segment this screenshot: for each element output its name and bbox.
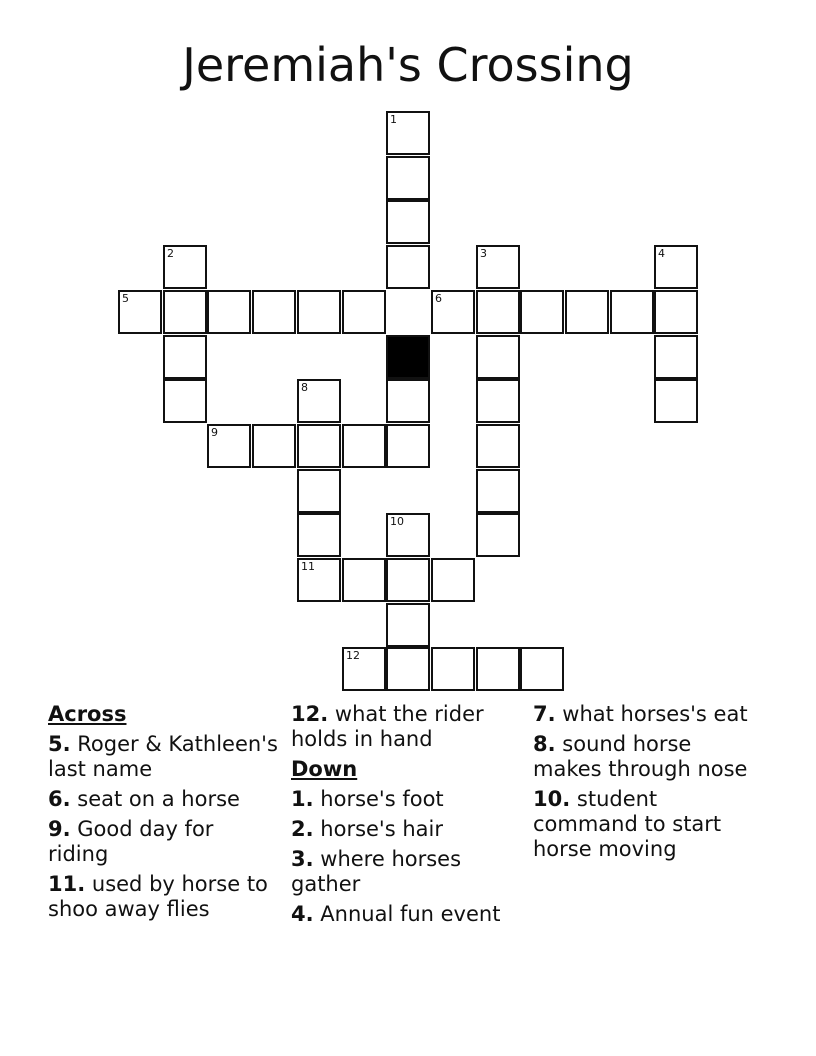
grid-cell[interactable]	[297, 424, 341, 468]
grid-cell[interactable]	[342, 558, 386, 602]
grid-cell[interactable]	[252, 290, 296, 334]
grid-cell[interactable]	[118, 290, 162, 334]
clues-column-3	[533, 702, 765, 867]
grid-cell[interactable]	[431, 647, 475, 691]
clue-down-10	[533, 787, 765, 862]
clues-column-2	[291, 702, 523, 932]
clue-text: student command to start horse moving	[533, 787, 722, 861]
clues-section	[0, 702, 816, 1002]
grid-cell[interactable]	[476, 245, 520, 289]
clue-number-label: 8	[301, 381, 308, 394]
grid-cell[interactable]	[386, 424, 430, 468]
grid-cell[interactable]	[297, 290, 341, 334]
clue-number-label: 6	[435, 292, 442, 305]
grid-cell[interactable]	[476, 290, 520, 334]
grid-cell[interactable]	[386, 647, 430, 691]
grid-cell[interactable]	[654, 245, 698, 289]
grid-cell[interactable]	[386, 245, 430, 289]
grid-cell[interactable]	[476, 379, 520, 423]
clue-number: 9.	[48, 817, 71, 841]
clue-number-label: 12	[346, 649, 360, 662]
grid-cell[interactable]	[386, 379, 430, 423]
grid-cell[interactable]	[342, 424, 386, 468]
page-title: Jeremiah's Crossing	[182, 38, 634, 92]
grid-cell[interactable]	[431, 290, 475, 334]
grid-cell[interactable]	[654, 379, 698, 423]
clue-text: Good day for riding	[48, 817, 214, 866]
grid-cell[interactable]	[386, 603, 430, 647]
clue-down-8	[533, 732, 765, 782]
grid-cell[interactable]	[297, 513, 341, 557]
grid-cell[interactable]	[386, 111, 430, 155]
clue-across-9	[48, 817, 280, 867]
grid-cell[interactable]	[610, 290, 654, 334]
clue-number-label: 3	[480, 247, 487, 260]
grid-cell[interactable]	[654, 290, 698, 334]
clue-number: 5.	[48, 732, 71, 756]
clue-number: 11.	[48, 872, 86, 896]
grid-cell[interactable]	[342, 290, 386, 334]
grid-cell[interactable]	[476, 335, 520, 379]
grid-cell[interactable]	[252, 424, 296, 468]
grid-cell[interactable]	[520, 290, 564, 334]
clue-number: 4.	[291, 902, 314, 926]
grid-cell[interactable]	[476, 647, 520, 691]
clue-down-3	[291, 847, 523, 897]
clue-text: what horses's eat	[562, 702, 748, 726]
grid-cell[interactable]	[386, 156, 430, 200]
grid-cell[interactable]	[207, 290, 251, 334]
clue-text: Annual fun event	[320, 902, 501, 926]
clue-number: 1.	[291, 787, 314, 811]
grid-cell[interactable]	[207, 424, 251, 468]
grid-cell[interactable]	[297, 379, 341, 423]
clue-number-label: 2	[167, 247, 174, 260]
grid-cell[interactable]	[386, 558, 430, 602]
grid-cell[interactable]	[163, 290, 207, 334]
clue-text: sound horse makes through nose	[533, 732, 748, 781]
grid-cell[interactable]	[297, 558, 341, 602]
clue-number: 2.	[291, 817, 314, 841]
clue-text: horse's foot	[320, 787, 444, 811]
grid-cell[interactable]	[386, 200, 430, 244]
grid-cell[interactable]	[386, 513, 430, 557]
grid-cell[interactable]	[163, 335, 207, 379]
grid-cell[interactable]	[163, 245, 207, 289]
clue-text: seat on a horse	[77, 787, 240, 811]
grid-cell[interactable]	[297, 469, 341, 513]
clue-number: 12.	[291, 702, 329, 726]
clue-number-label: 9	[211, 426, 218, 439]
clue-across-11	[48, 872, 280, 922]
black-square	[386, 335, 430, 379]
clue-text: where horses gather	[291, 847, 462, 896]
clue-number: 3.	[291, 847, 314, 871]
clue-number: 7.	[533, 702, 556, 726]
grid-cell[interactable]	[431, 558, 475, 602]
clue-down-7	[533, 702, 765, 727]
grid-cell[interactable]	[476, 424, 520, 468]
clue-text: what the rider holds in hand	[291, 702, 484, 751]
grid-cell[interactable]	[654, 335, 698, 379]
clue-down-1	[291, 787, 523, 812]
clue-across-6	[48, 787, 280, 812]
clue-down-4	[291, 902, 523, 927]
grid-cell[interactable]	[476, 513, 520, 557]
across-heading: Across	[48, 702, 127, 726]
grid-cell[interactable]	[476, 469, 520, 513]
grid-cell[interactable]	[565, 290, 609, 334]
clue-number-label: 4	[658, 247, 665, 260]
grid-cell[interactable]	[163, 379, 207, 423]
clue-across-12	[291, 702, 523, 752]
grid-cell[interactable]	[342, 647, 386, 691]
clue-number: 10.	[533, 787, 571, 811]
clue-text: Roger & Kathleen's last name	[48, 732, 278, 781]
clue-number-label: 10	[390, 515, 404, 528]
clue-down-2	[291, 817, 523, 842]
clues-column-1	[48, 702, 280, 927]
clue-number-label: 5	[122, 292, 129, 305]
clue-number: 8.	[533, 732, 556, 756]
clue-text: horse's hair	[320, 817, 443, 841]
clue-number-label: 11	[301, 560, 315, 573]
clue-text: used by horse to shoo away flies	[48, 872, 268, 921]
clue-across-5	[48, 732, 280, 782]
clue-number-label: 1	[390, 113, 397, 126]
grid-cell[interactable]	[520, 647, 564, 691]
down-heading: Down	[291, 757, 358, 781]
clue-number: 6.	[48, 787, 71, 811]
